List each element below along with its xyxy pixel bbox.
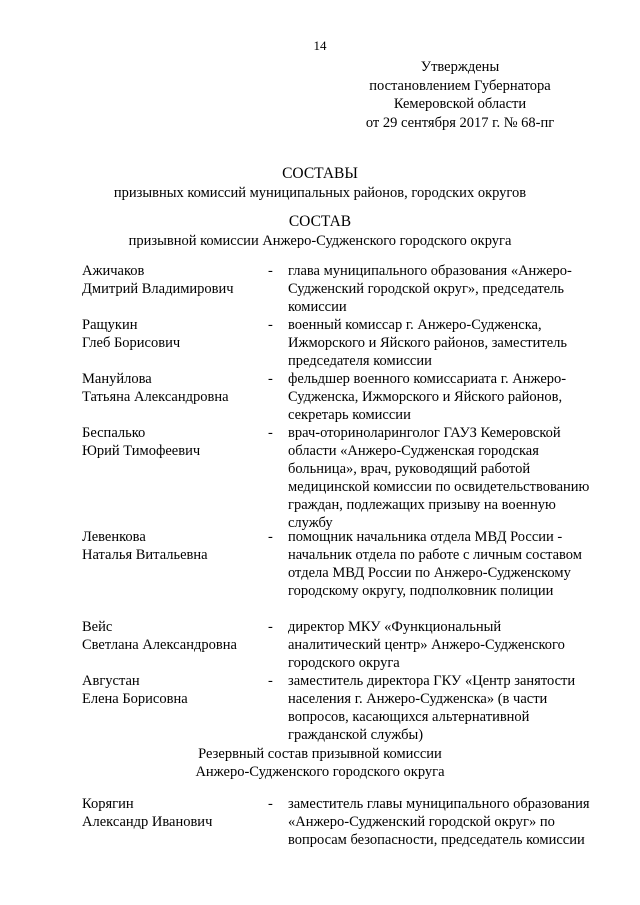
member-given-name: Александр Иванович [82, 814, 213, 830]
member-name [82, 262, 268, 298]
approval-line: от 29 сентября 2017 г. № 68-пг [365, 114, 555, 131]
document-title-block [0, 164, 640, 250]
member-surname: Корягин [82, 796, 134, 812]
reserve-title-block [0, 745, 640, 781]
member-given-name: Елена Борисовна [82, 691, 188, 707]
member-name [82, 672, 268, 708]
member-name [82, 795, 268, 831]
main-title: СОСТАВЫ [282, 165, 358, 182]
reserve-subtitle: Анжеро-Судженского городского округа [195, 764, 445, 780]
member-surname: Мануйлова [82, 371, 152, 387]
member-row [82, 672, 592, 744]
approval-line: постановлением Губернатора [369, 77, 551, 94]
member-given-name: Юрий Тимофеевич [82, 443, 201, 459]
approval-line: Кемеровской области [393, 96, 527, 112]
member-surname: Левенкова [82, 529, 146, 545]
approval-block [330, 58, 590, 132]
member-given-name: Светлана Александровна [82, 637, 237, 653]
member-name [82, 370, 268, 406]
reserve-member-list [82, 795, 592, 849]
member-given-name: Глеб Борисович [82, 335, 181, 351]
member-surname: Ращукин [82, 317, 138, 333]
dash-separator: - [268, 425, 273, 441]
member-row [82, 795, 592, 849]
member-name [82, 316, 268, 352]
member-surname: Августан [82, 673, 140, 689]
main-subtitle: призывных комиссий муниципальных районов, городских округов [113, 185, 527, 201]
member-role: фельдшер военного комиссариата г. Анжеро-Судженска, Ижморского и Яйского районов, секретарь комиссии [288, 371, 567, 423]
approval-line: Утверждены [420, 59, 500, 75]
member-role: глава муниципального образования «Анжеро-Судженский городской округ», председатель комиссии [288, 263, 572, 315]
member-row [82, 424, 592, 531]
commission-member-list [82, 262, 592, 744]
dash-separator: - [268, 371, 273, 387]
member-row [82, 618, 592, 672]
section-title: СОСТАВ [288, 213, 352, 230]
dash-separator: - [268, 796, 273, 812]
member-given-name: Дмитрий Владимирович [82, 281, 234, 297]
member-row [82, 528, 592, 618]
dash-separator: - [268, 317, 273, 333]
dash-separator: - [268, 529, 273, 545]
dash-separator: - [268, 619, 273, 635]
member-surname: Ажичаков [82, 263, 145, 279]
section-subtitle: призывной комиссии Анжеро-Судженского городского округа [128, 233, 512, 249]
member-given-name: Татьяна Александровна [82, 389, 229, 405]
member-role: заместитель главы муниципального образования «Анжеро-Судженский городской округ» по вопросам безопасности, председатель комиссии [288, 796, 590, 848]
page-number: 14 [313, 38, 327, 53]
member-role: врач-оториноларинголог ГАУЗ Кемеровской области «Анжеро-Судженская городская больница», врач, руководящий работой медицинской комиссии по освидетельствованию граждан, подлежащих призыву на военную службу [288, 425, 590, 531]
member-row [82, 316, 592, 370]
member-role: директор МКУ «Функциональный аналитический центр» Анжеро-Судженского городского округа [288, 619, 565, 671]
member-role: заместитель директора ГКУ «Центр занятости населения г. Анжеро-Судженска» (в части вопросов, касающихся альтернативной гражданской службы) [288, 673, 576, 743]
member-surname: Вейс [82, 619, 113, 635]
dash-separator: - [268, 263, 273, 279]
member-row [82, 370, 592, 424]
member-name [82, 618, 268, 654]
dash-separator: - [268, 673, 273, 689]
member-name [82, 528, 268, 564]
reserve-title: Резервный состав призывной комиссии [198, 746, 442, 762]
member-row [82, 262, 592, 316]
member-role: военный комиссар г. Анжеро-Судженска, Ижморского и Яйского районов, заместитель председателя комиссии [288, 317, 567, 369]
member-name [82, 424, 268, 460]
member-role: помощник начальника отдела МВД России - начальник отдела по работе с личным составом отдела МВД России по Анжеро-Судженскому городскому округу, подполковник полиции [288, 529, 582, 599]
member-given-name: Наталья Витальевна [82, 547, 208, 563]
member-surname: Беспалько [82, 425, 146, 441]
